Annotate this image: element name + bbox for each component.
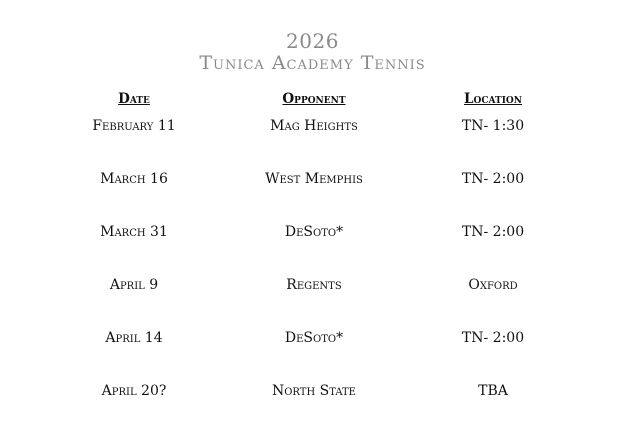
header-date: Date	[118, 91, 150, 107]
row-opponent: West Memphis	[265, 171, 363, 187]
row-opponent: Mag Heights	[270, 118, 358, 134]
row-date: March 16	[100, 171, 168, 187]
schedule-title: Tunica Academy Tennis	[199, 52, 426, 74]
row-location: TN- 2:00	[461, 224, 525, 240]
row-location: TN- 2:00	[461, 330, 525, 346]
row-date: April 14	[105, 330, 163, 346]
header-location: Location	[464, 91, 522, 107]
header-opponent: Opponent	[282, 91, 346, 107]
row-opponent: DeSoto*	[284, 330, 344, 346]
row-opponent: North State	[271, 383, 356, 399]
row-opponent: DeSoto*	[284, 224, 344, 240]
row-location: TN- 1:30	[461, 118, 525, 134]
row-location: TN- 2:00	[461, 171, 525, 187]
row-date: February 11	[92, 118, 176, 134]
row-opponent: Regents	[286, 277, 342, 293]
title-block	[0, 30, 625, 74]
row-date: March 31	[100, 224, 168, 240]
row-location: TBA	[478, 383, 508, 399]
row-location: Oxford	[468, 277, 518, 293]
row-date: April 20?	[101, 383, 167, 399]
schedule-year: 2026	[286, 29, 339, 53]
row-date: April 9	[109, 277, 159, 293]
